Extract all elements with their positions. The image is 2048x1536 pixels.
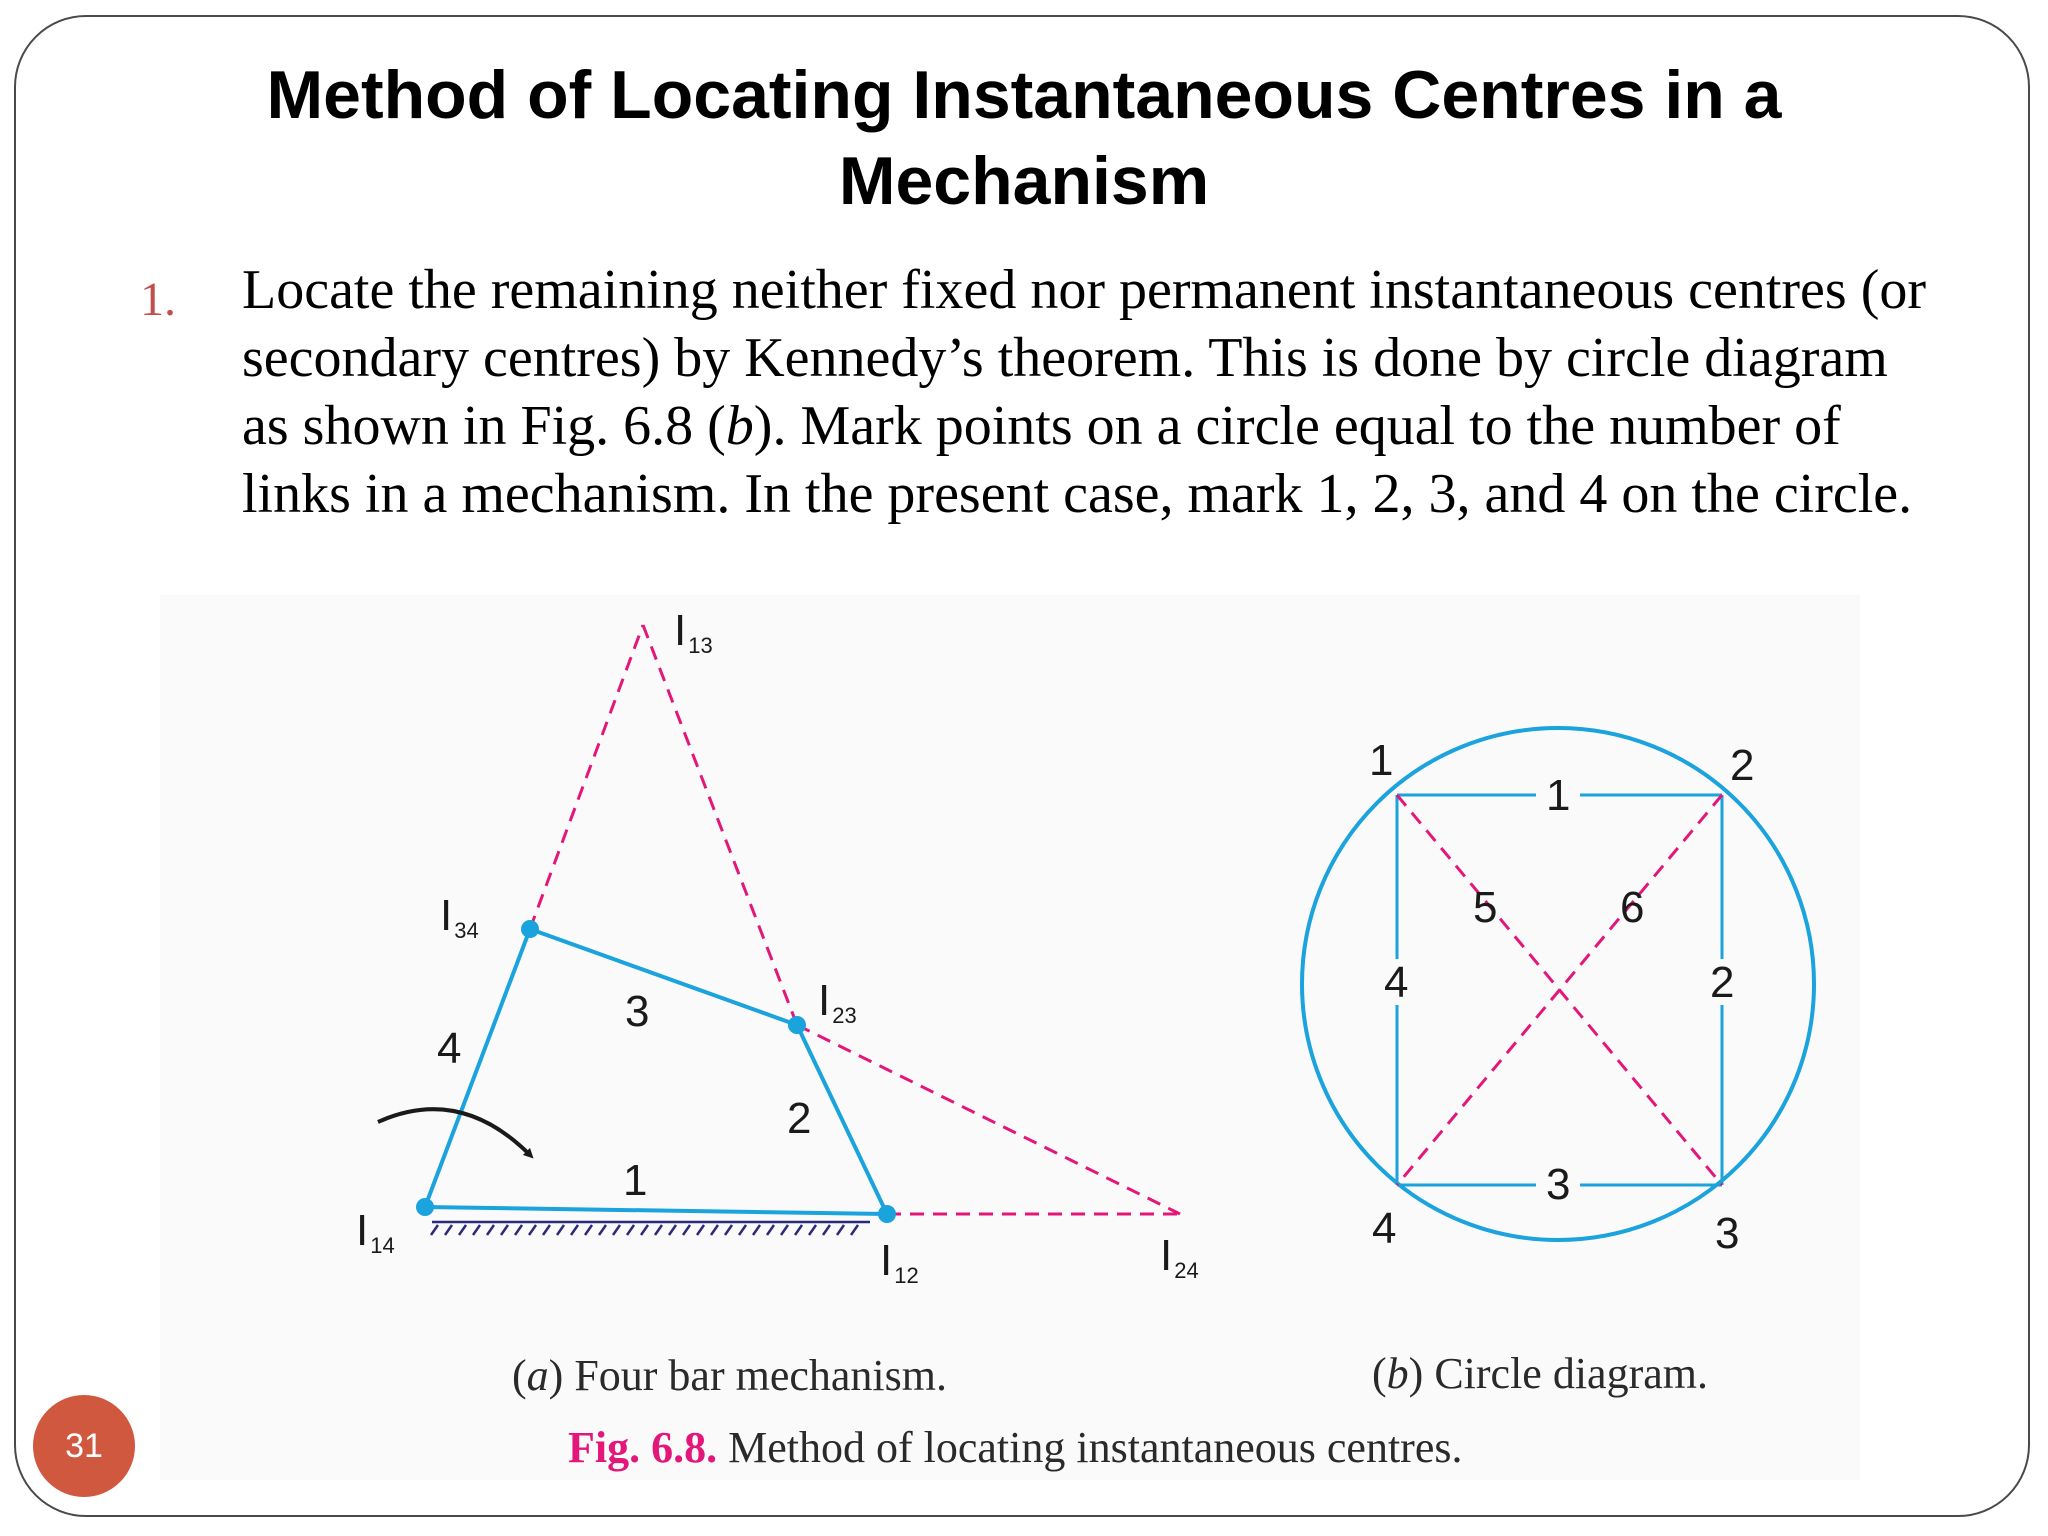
edge-label-6: 6 [1620, 883, 1645, 932]
link-label-1: 1 [623, 1156, 648, 1205]
edge-label-3: 3 [1546, 1160, 1571, 1209]
link-1-fixed [425, 1207, 887, 1214]
figure-6-8 [160, 595, 1860, 1480]
dashed-line-i13-i23 [643, 625, 797, 1025]
page-number-badge: 31 [33, 1395, 135, 1497]
label-i23: I23 [818, 976, 857, 1028]
list-item-text-part-2: ). Mark points on a circle equal to the number of links in a mechanism. In the present case, mark 1, 2, 3, and 4 on the circle. [242, 395, 1913, 525]
edge-label-4: 4 [1384, 958, 1409, 1007]
circle-diagram [1302, 728, 1814, 1258]
link-label-2: 2 [787, 1094, 812, 1143]
edge-label-2: 2 [1710, 958, 1735, 1007]
vertex-label-1: 1 [1369, 736, 1394, 785]
vertex-label-2: 2 [1730, 741, 1755, 790]
link-label-3: 3 [625, 987, 650, 1036]
joint-i12 [878, 1205, 896, 1223]
four-bar-mechanism [356, 606, 1199, 1288]
figure-caption: Fig. 6.8. Method of locating instantaneous centres. [568, 1423, 1463, 1472]
label-i24: I24 [1160, 1231, 1199, 1283]
vertex-label-4: 4 [1372, 1204, 1397, 1253]
edge-label-1: 1 [1546, 771, 1571, 820]
joint-i23 [788, 1016, 806, 1034]
dashed-line-i23-i24 [797, 1025, 1180, 1214]
list-item-text-part-1: Locate the remaining neither fixed nor permanent instantaneous centres (or secondary centres) by Kennedy’s theorem. This is done by circle diagram as shown in Fig. 6.8 ( [242, 259, 1926, 457]
joint-i14 [416, 1198, 434, 1216]
vertex-label-3: 3 [1715, 1209, 1740, 1258]
link-3 [530, 929, 797, 1025]
list-item-text-italic: b [725, 395, 754, 457]
figure-svg [160, 595, 1860, 1480]
label-i34: I34 [440, 891, 479, 943]
label-i13: I13 [674, 606, 713, 658]
edge-label-5: 5 [1473, 883, 1498, 932]
fixed-link-hatch [431, 1222, 870, 1235]
link-label-4: 4 [437, 1024, 462, 1073]
list-item-text [242, 256, 1942, 528]
joint-i34 [521, 920, 539, 938]
caption-b: (b) Circle diagram. [1372, 1349, 1708, 1398]
slide-title: Method of Locating Instantaneous Centres in a Mechanism [266, 57, 1782, 219]
caption-a: (a) Four bar mechanism. [512, 1351, 948, 1400]
list-item-number: 1. [140, 273, 176, 326]
label-i14: I14 [356, 1206, 395, 1258]
dashed-line-i34-i13 [530, 625, 643, 929]
label-i12: I12 [880, 1236, 919, 1288]
